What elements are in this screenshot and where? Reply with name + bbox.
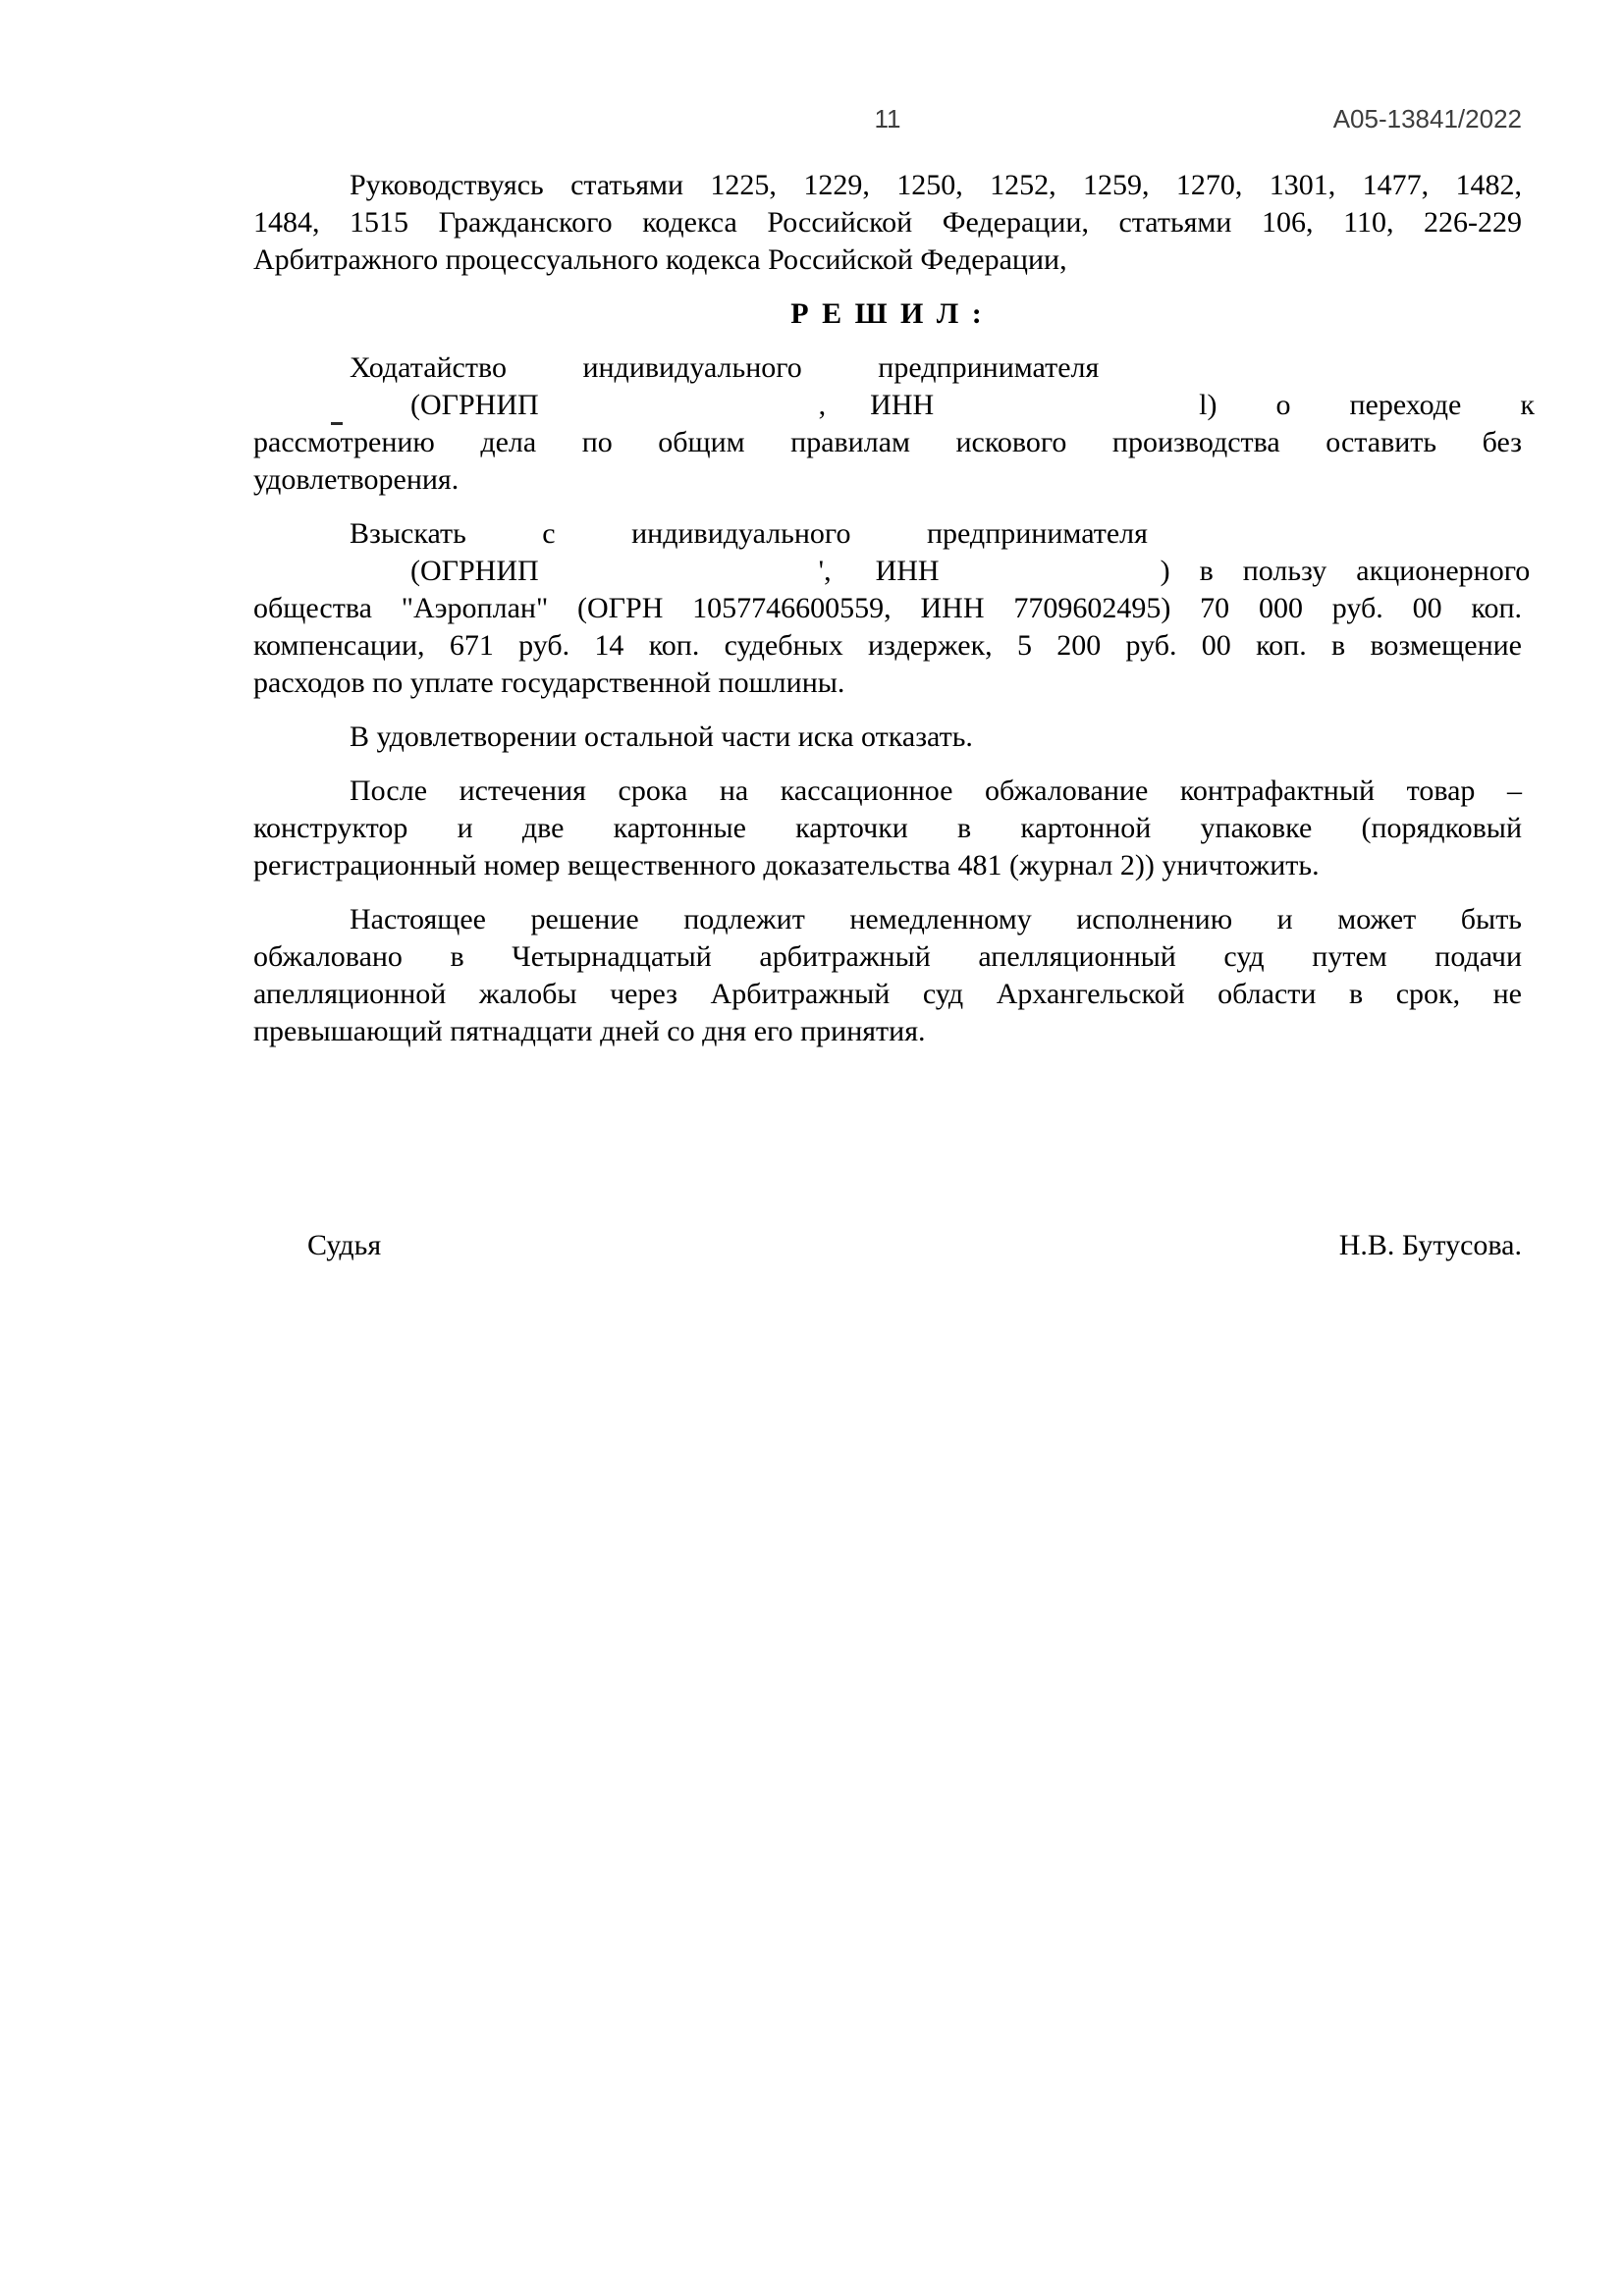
destruction-paragraph <box>253 773 1522 884</box>
destruction-line-2: конструктор и две картонные карточки в картонной упаковке (порядковый <box>253 812 1522 844</box>
recovery-line-5: расходов по уплате государственной пошлины. <box>253 667 845 699</box>
recovery-line-2-redacted: (ОГРНИП ', ИНН ) в пользу акционерного <box>410 555 1531 587</box>
redaction-artifact-mark <box>331 422 343 425</box>
recovery-line-4: компенсации, 671 руб. 14 коп. судебных издержек, 5 200 руб. 00 коп. в возмещение <box>253 629 1522 662</box>
recovery-line-3: общества "Аэроплан" (ОГРН 1057746600559, ИНН 7709602495) 70 000 руб. 00 коп. <box>253 592 1522 624</box>
destruction-line-3: регистрационный номер вещественного доказательства 481 (журнал 2)) уничтожить. <box>253 849 1320 881</box>
intro-line-2: 1484, 1515 Гражданского кодекса Российской Федерации, статьями 106, 110, 226-229 <box>253 206 1522 239</box>
appeal-line-1: Настоящее решение подлежит немедленному исполнению и может быть <box>350 903 1522 935</box>
judge-name: Н.В. Бутусова. <box>1338 1229 1522 1261</box>
motion-line-1: Ходатайство индивидуального предпринимателя <box>350 351 1100 384</box>
intro-line-3: Арбитражного процессуального кодекса Российской Федерации, <box>253 243 1067 276</box>
appeal-line-2: обжаловано в Четырнадцатый арбитражный апелляционный суд путем подачи <box>253 940 1522 973</box>
motion-line-4: удовлетворения. <box>253 463 460 496</box>
intro-paragraph <box>253 167 1522 279</box>
judge-role-label: Судья <box>307 1229 382 1261</box>
appeal-line-3: апелляционной жалобы через Арбитражный суд Архангельской области в срок, не <box>253 978 1522 1010</box>
intro-line-1: Руководствуясь статьями 1225, 1229, 1250, 1252, 1259, 1270, 1301, 1477, 1482, <box>350 169 1522 201</box>
denial-line-1: В удовлетворении остальной части иска отказать. <box>350 721 973 753</box>
decision-heading: Р Е Ш И Л : <box>790 297 985 330</box>
case-number: А05-13841/2022 <box>1332 104 1522 133</box>
recovery-line-1: Взыскать с индивидуального предпринимателя <box>350 517 1148 550</box>
page-number: 11 <box>874 104 901 133</box>
document-body <box>253 167 1535 1067</box>
appeal-line-4: превышающий пятнадцати дней со дня его принятия. <box>253 1015 926 1047</box>
motion-paragraph <box>253 349 1535 499</box>
recovery-paragraph <box>253 515 1531 702</box>
denial-paragraph <box>253 719 1522 756</box>
destruction-line-1: После истечения срока на кассационное обжалование контрафактный товар – <box>350 774 1522 807</box>
motion-line-3: рассмотрению дела по общим правилам искового производства оставить без <box>253 426 1522 458</box>
motion-line-2-redacted: (ОГРНИП , ИНН l) о переходе к <box>410 389 1535 421</box>
appeal-paragraph <box>253 901 1522 1050</box>
